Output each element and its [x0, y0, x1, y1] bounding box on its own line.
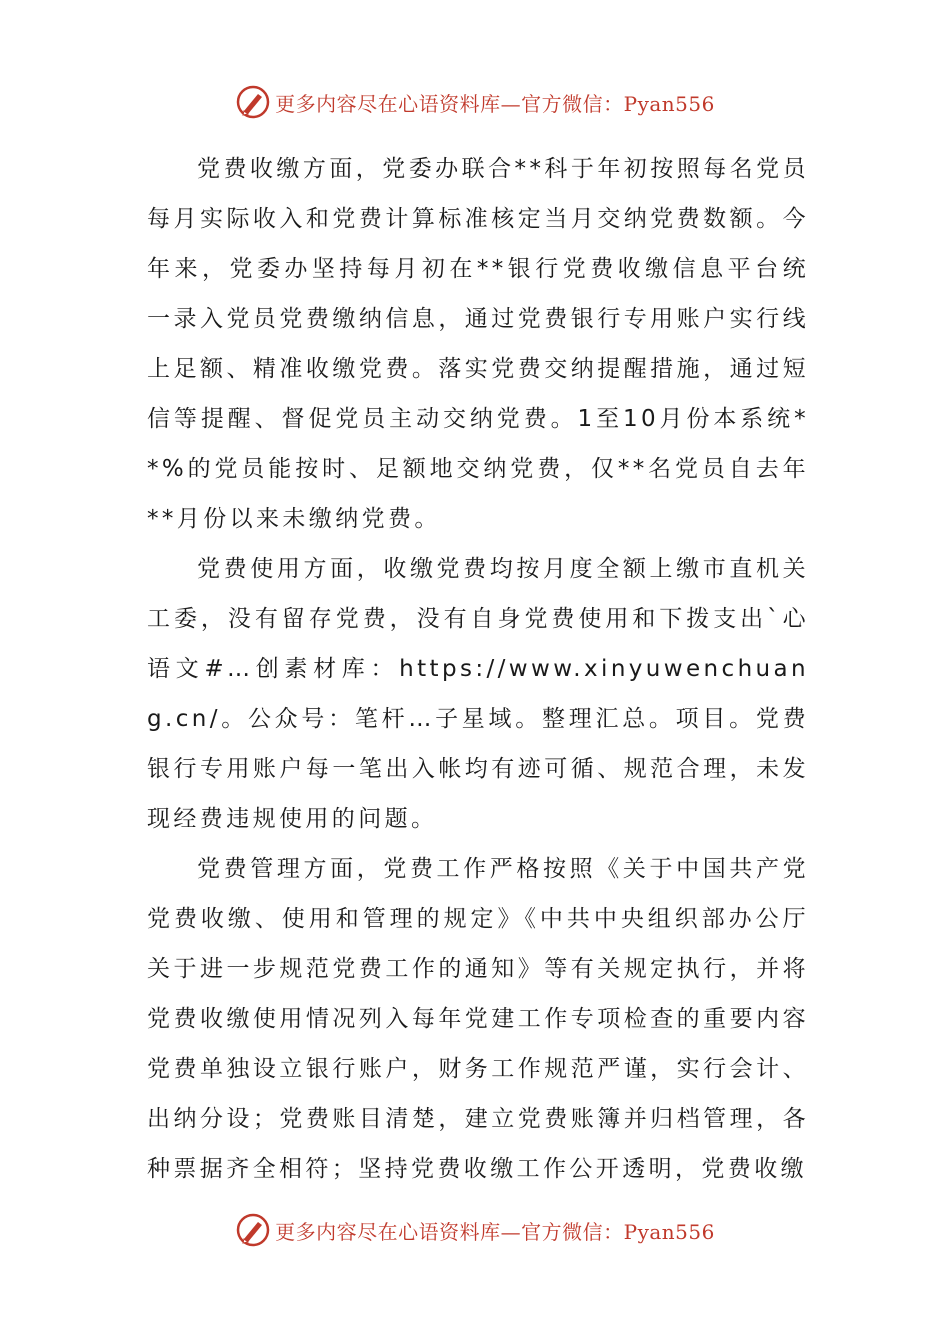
footer-banner	[0, 1210, 950, 1250]
pen-logo-icon	[235, 1212, 271, 1248]
pen-logo-icon	[235, 84, 271, 120]
header-banner	[0, 82, 950, 122]
paragraph-dues-collection: 党费收缴方面，党委办联合**科于年初按照每名党员每月实际收入和党费计算标准核定当月交纳党费数额。今年来，党委办坚持每月初在**银行党费收缴信息平台统一录入党员党费缴纳信息，通过党费银行专用账户实行线上足额、精准收缴党费。落实党费交纳提醒措施，通过短信等提醒、督促党员主动交纳党费。1至10月份本系统**%的党员能按时、足额地交纳党费，仅**名党员自去年**月份以来未缴纳党费。	[147, 156, 809, 532]
header-banner-text: 更多内容尽在心语资料库—官方微信：Pyan556	[275, 91, 715, 116]
paragraph-dues-usage: 党费使用方面，收缴党费均按月度全额上缴市直机关工委，没有留存党费，没有自身党费使用和下拨支出`心语文#…创素材库：https://www.xinyuwenchuang.cn/。公众号：笔杆…子星域。整理汇总。项目。党费银行专用账户每一笔出入帐均有迹可循、规范合理，未发现经费违规使用的问题。	[147, 556, 809, 832]
document-body	[147, 144, 809, 1194]
paragraph-dues-management: 党费管理方面，党费工作严格按照《关于中国共产党党费收缴、使用和管理的规定》《中共中央组织部办公厅关于进一步规范党费工作的通知》等有关规定执行，并将党费收缴使用情况列入每年党建工作专项检查的重要内容党费单独设立银行账户，财务工作规范严谨，实行会计、出纳分设；党费账目清楚，建立党费账簿并归档管理，各种票据齐全相符；坚持党费收缴工作公开透明，党费收缴	[147, 856, 809, 1182]
footer-banner-text: 更多内容尽在心语资料库—官方微信：Pyan556	[275, 1219, 715, 1244]
